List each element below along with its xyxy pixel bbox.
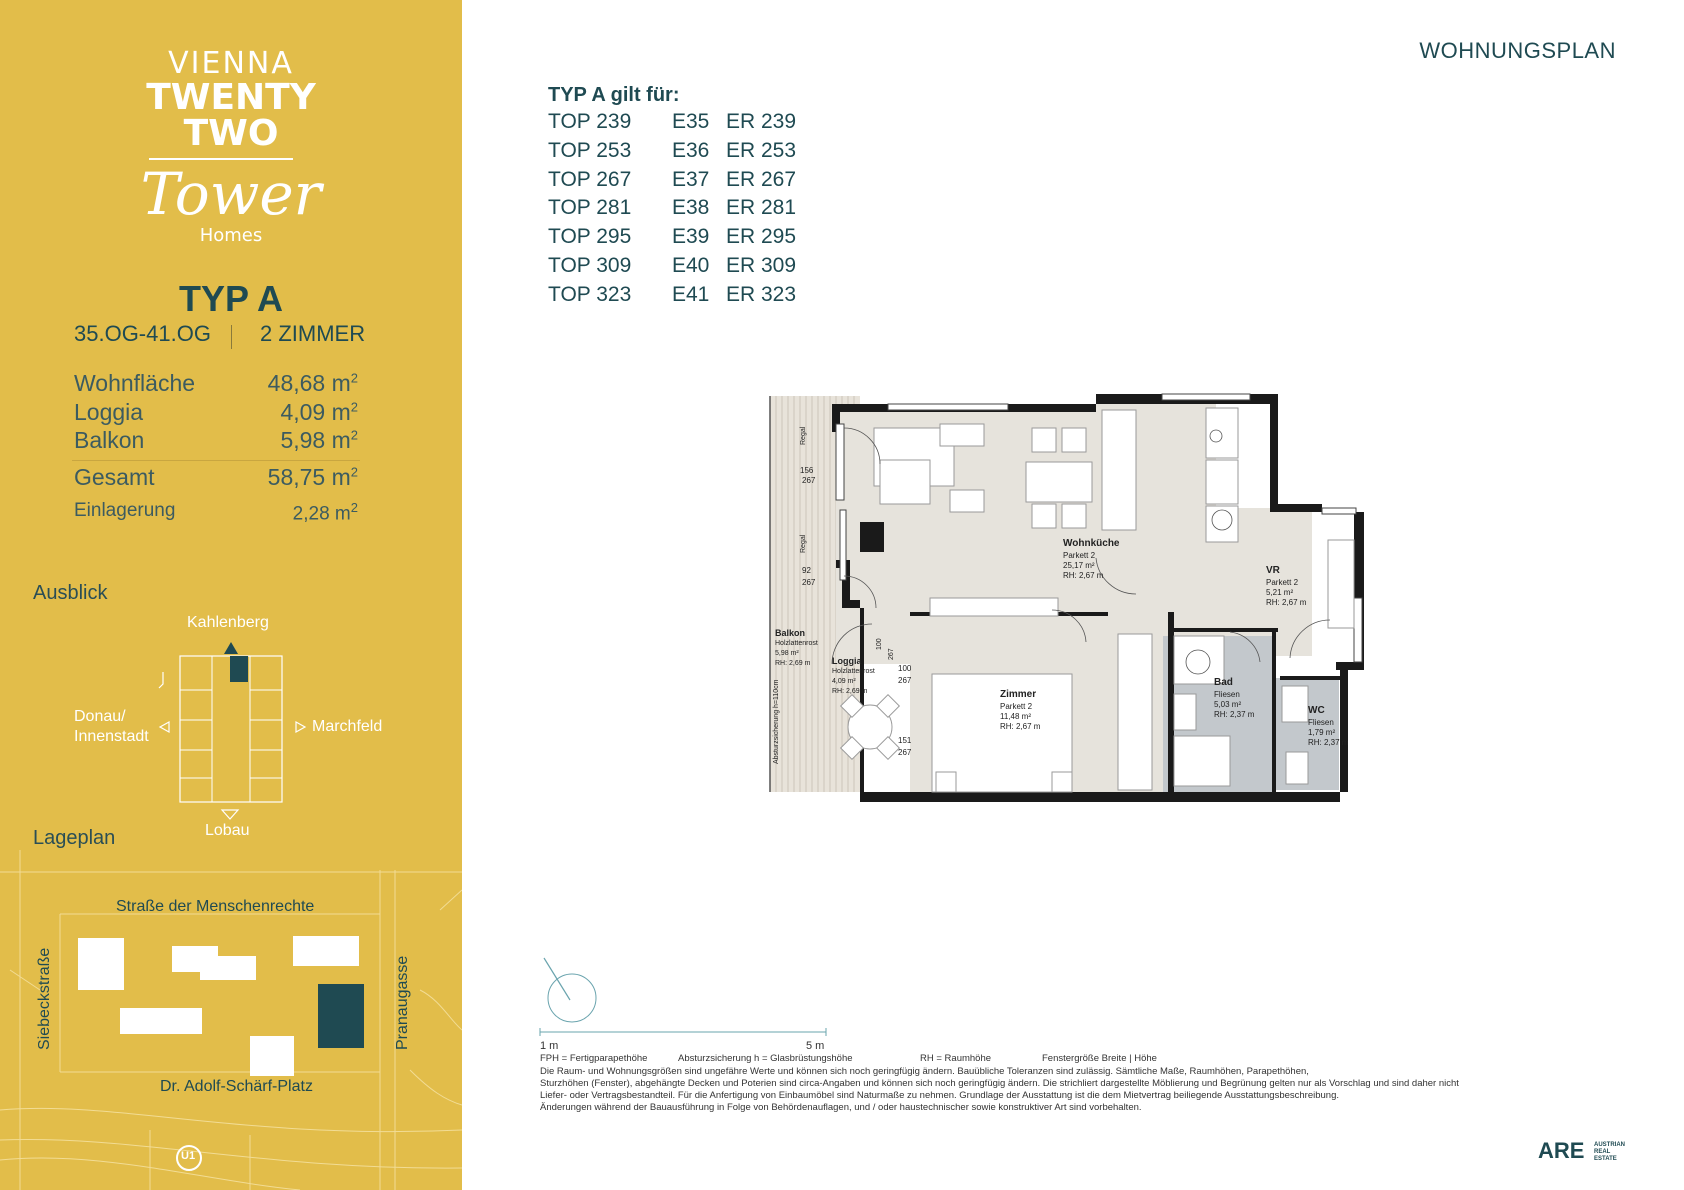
north-arrow-icon — [224, 642, 238, 654]
room-vr-floor: Parkett 2 — [1266, 578, 1299, 587]
north-compass-icon — [548, 974, 596, 1022]
room-vr-name: VR — [1266, 565, 1280, 576]
room-wohnkueche-floor: Parkett 2 — [1063, 551, 1096, 560]
area-value-gesamt: 58,75 $m^2$ — [267, 464, 358, 490]
area-label-wohnflaeche: Wohnfläche — [74, 370, 196, 396]
room-zimmer-area: 11,48 m² — [1000, 712, 1031, 721]
room-loggia-rh: RH: 2,69 m — [832, 688, 868, 695]
page-title: WOHNUNGSPLAN — [1419, 38, 1616, 63]
ausblick-label: Ausblick — [33, 582, 108, 604]
shelf-label: Regal — [800, 426, 807, 445]
north-scale-graphic — [536, 956, 846, 1056]
street-label-right: Pranaugasse — [394, 955, 411, 1050]
window-label: 267 — [898, 748, 912, 757]
scale-label-right: 5 m — [806, 1040, 825, 1052]
area-label-balkon: Balkon — [74, 427, 145, 453]
are-logo: ARE AUSTRIAN REAL ESTATE — [1538, 1138, 1625, 1163]
legend-rh: RH = Raumhöhe — [920, 1053, 992, 1064]
street-label-bottom: Dr. Adolf-Schärf-Platz — [160, 1078, 313, 1095]
room-zimmer-name: Zimmer — [1000, 689, 1037, 700]
area-value-loggia: 4,09 $m^2$ — [280, 399, 358, 425]
room-loggia-name: Loggia — [832, 656, 862, 666]
room-balkon-rh: RH: 2,69 m — [775, 660, 811, 667]
room-wc-name: WC — [1308, 705, 1325, 716]
typ-floors: 35.OG-41.OG — [74, 321, 211, 346]
brand-line-twenty: TWENTY — [146, 77, 316, 118]
window-label: 267 — [898, 676, 912, 685]
absturz-label: Absturzsicherung h=110cm — [773, 679, 780, 764]
window-label: 100 — [876, 638, 883, 650]
area-label-einlagerung: Einlagerung — [74, 500, 176, 521]
view-south-label: Lobau — [205, 822, 250, 839]
room-bad-floor: Fliesen — [1214, 690, 1240, 699]
disclaimer-line: Die Raum- und Wohnungsgrößen sind ungefähre Werte und können sich noch geringfügig ändern. Bauübliche Toleranzen sind zulässig. Sämtliche Maße, Raumhöhen, Parapethöhen, — [540, 1066, 1309, 1077]
window-label: 151 — [898, 736, 912, 745]
window-label: 267 — [802, 578, 816, 587]
street-label-top: Straße der Menschenrechte — [116, 898, 315, 915]
metro-label: U1 — [181, 1150, 196, 1162]
west-arrow-icon — [160, 722, 169, 732]
room-bad-rh: RH: 2,37 m — [1214, 710, 1255, 719]
room-balkon-name: Balkon — [775, 628, 806, 638]
area-value-einlagerung: 2,28 $m^2$ — [292, 500, 358, 525]
view-west-label-1: Donau/ — [74, 708, 126, 725]
window-label: 267 — [888, 648, 895, 660]
scale-label-left: 1 m — [540, 1040, 559, 1052]
floor-plan — [740, 380, 1420, 820]
area-divider — [72, 460, 360, 461]
room-balkon-area: 5,98 m² — [775, 650, 799, 657]
legend-fph: FPH = Fertigparapethöhe — [540, 1053, 648, 1064]
room-wohnkueche-name: Wohnküche — [1063, 538, 1120, 549]
legend-fenster: Fenstergröße Breite | Höhe — [1042, 1053, 1157, 1064]
street-label-left: Siebeckstraße — [36, 947, 53, 1050]
brand-script-tower: Tower — [140, 160, 322, 228]
area-label-loggia: Loggia — [74, 399, 144, 425]
brand-line-vienna: VIENNA — [168, 46, 294, 81]
room-loggia-area: 4,09 m² — [832, 678, 856, 685]
disclaimer-line: Sturzhöhen (Fenster), abgehängte Decken und Poterien sind circa-Angaben und können sich noch geringfügig ändern. Die strichliert dargestellte Möblierung und Begrünung gelten nur als Vorschlag und sind daher nicht — [540, 1078, 1459, 1089]
shelf-label: Regal — [800, 534, 807, 553]
room-bad-name: Bad — [1214, 677, 1233, 688]
area-label-gesamt: Gesamt — [74, 464, 155, 490]
window-label: 156 — [800, 466, 814, 475]
view-west-label-2: Innenstadt — [74, 728, 149, 745]
room-wc-rh: RH: 2,37 m — [1308, 738, 1349, 747]
area-value-wohnflaeche: 48,68 $m^2$ — [267, 370, 358, 396]
room-vr-rh: RH: 2,67 m — [1266, 598, 1307, 607]
typ-title: TYP A — [178, 278, 284, 319]
room-vr-area: 5,21 m² — [1266, 588, 1294, 597]
room-loggia-floor: Holzlattenrost — [832, 668, 875, 675]
tower-location-marker — [318, 984, 364, 1048]
window-label: 92 — [802, 566, 811, 575]
window-label: 100 — [898, 664, 912, 673]
east-arrow-icon — [296, 722, 305, 732]
area-value-balkon: 5,98 $m^2$ — [280, 427, 358, 453]
applies-title: TYP A gilt für: — [548, 84, 680, 106]
room-wc-area: 1,79 m² — [1308, 728, 1336, 737]
lageplan-label: Lageplan — [33, 827, 116, 849]
south-arrow-icon — [222, 810, 238, 819]
typ-rooms: 2 ZIMMER — [260, 321, 366, 346]
room-bad-area: 5,03 m² — [1214, 700, 1242, 709]
room-wc-floor: Fliesen — [1308, 718, 1334, 727]
view-orientation-diagram — [0, 600, 462, 840]
view-north-label: Kahlenberg — [187, 614, 269, 631]
sidebar — [0, 0, 462, 1190]
room-zimmer-floor: Parkett 2 — [1000, 702, 1033, 711]
room-zimmer-rh: RH: 2,67 m — [1000, 722, 1041, 731]
room-wohnkueche-rh: RH: 2,67 m — [1063, 571, 1104, 580]
unit-location-marker — [230, 656, 248, 682]
window-label: 267 — [802, 476, 816, 485]
room-wohnkueche-area: 25,17 m² — [1063, 561, 1095, 570]
brand-line-two: TWO — [183, 113, 279, 154]
disclaimer-line: Liefer- oder Vertragsbestandteil. Für die Anfertigung von Einbaumöbel sind Naturmaße zu nehmen. Grundlage der Ausstattung ist die dem Mietvertrag beiliegende Ausstattungsbeschreibung. — [540, 1090, 1340, 1101]
view-east-label: Marchfeld — [312, 718, 383, 735]
brand-homes: Homes — [199, 225, 263, 246]
disclaimer-line: Änderungen während der Bauausführung in Folge von Behördenauflagen, und / oder haustechnischer sowie konstruktiver Art sind vorbehalten. — [540, 1102, 1142, 1113]
legend-absturz: Absturzsicherung h = Glasbrüstungshöhe — [678, 1053, 853, 1064]
room-balkon-floor: Holzlattenrost — [775, 640, 818, 647]
typ-separator — [231, 325, 232, 349]
